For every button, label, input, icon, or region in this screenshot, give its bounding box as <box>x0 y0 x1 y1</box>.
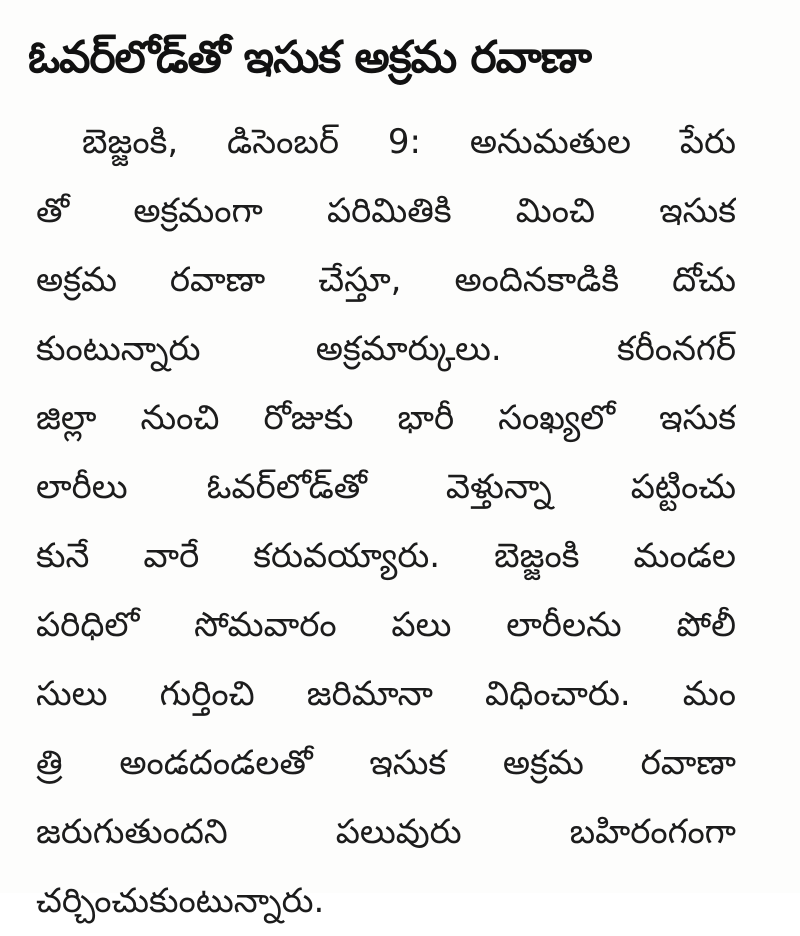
article-line: లారీలు ఓవర్‌లోడ్‌తో వెళ్తున్నా పట్టించు <box>36 467 736 507</box>
article-line: జరుగుతుందని పలువురు బహిరంగంగా <box>36 812 736 852</box>
article-line: అక్రమ రవాణా చేస్తూ, అందినకాడికి దోచు <box>36 260 736 300</box>
article-line: తో అక్రమంగా పరిమితికి మించి ఇసుక <box>36 191 736 231</box>
article-line: త్రి అండదండలతో ఇసుక అక్రమ రవాణా <box>36 743 736 783</box>
article-line: కునే వారే కరువయ్యారు. బెజ్జంకి మండల <box>36 536 736 576</box>
article-line: కుంటున్నారు అక్రమార్కులు. కరీంనగర్ <box>36 329 736 369</box>
article-headline: ఓవర్‌లోడ్‌తో ఇసుక అక్రమ రవాణా <box>28 32 591 83</box>
article-line: సులు గుర్తించి జరిమానా విధించారు. మం <box>36 674 736 714</box>
article-line: పరిధిలో సోమవారం పలు లారీలను పోలీ <box>36 605 736 645</box>
article-line: జిల్లా నుంచి రోజుకు భారీ సంఖ్యలో ఇసుక <box>36 398 736 438</box>
article-body <box>36 108 736 936</box>
article-line: చర్చించుకుంటున్నారు. <box>36 881 325 921</box>
article-line: బెజ్జంకి, డిసెంబర్ 9: అనుమతుల పేరు <box>82 122 736 162</box>
